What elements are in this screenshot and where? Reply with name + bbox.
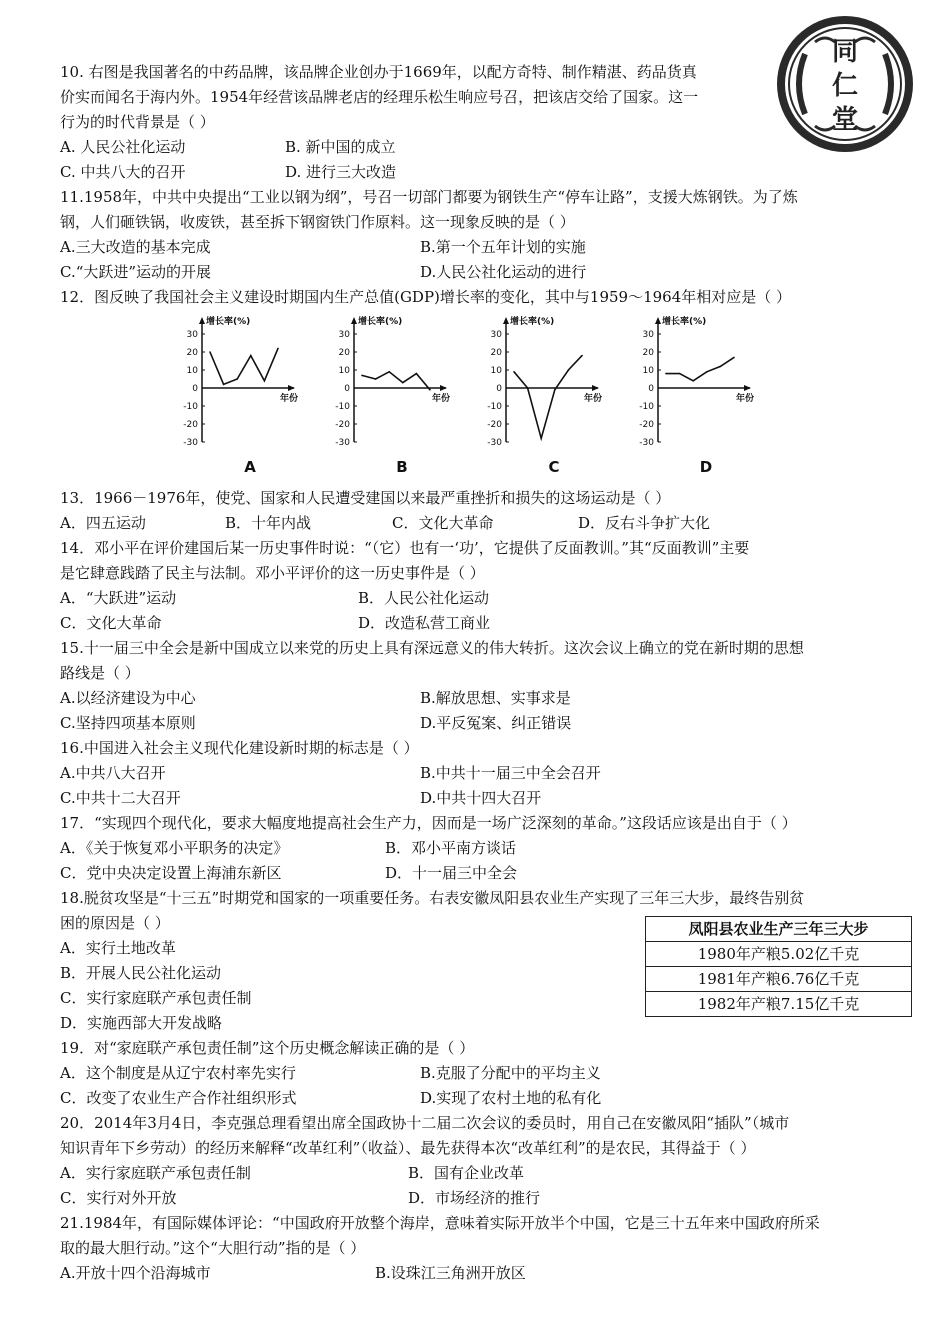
chart-xlabel: 年份 — [280, 394, 299, 404]
chart-point — [540, 438, 542, 440]
gdp-growth-charts — [170, 312, 770, 480]
chart-tick-label: -10 — [639, 402, 654, 412]
question-10-stem-line-1: 10. 右图是我国著名的中药品牌，该品牌企业创办于1669年，以配方奇特、制作精湛、药品货真 — [60, 63, 697, 81]
y-axis-arrow-icon — [503, 317, 509, 324]
chart-point — [375, 378, 377, 380]
question-17-option-c[interactable]: C．党中央决定设置上海浦东新区 — [60, 864, 282, 882]
tongrentang-logo — [775, 14, 915, 154]
chart-tick-label: -10 — [183, 402, 198, 412]
question-14-option-c[interactable]: C．文化大革命 — [60, 614, 162, 632]
question-17-option-b[interactable]: B．邓小平南方谈话 — [385, 839, 517, 857]
x-axis-arrow-icon — [440, 385, 447, 391]
question-19-option-b[interactable]: B.克服了分配中的平均主义 — [420, 1064, 601, 1082]
chart-tick-label: -30 — [335, 438, 350, 448]
question-19-stem: 19．对“家庭联产承包责任制”这个历史概念解读正确的是（ ） — [60, 1039, 475, 1057]
chart-point — [236, 378, 238, 380]
chart-point — [264, 380, 266, 382]
chart-tick-label: 0 — [344, 384, 350, 394]
chart-point — [250, 355, 252, 357]
chart-option-label: D — [699, 458, 713, 476]
chart-point — [223, 384, 225, 386]
chart-option-label: C — [548, 458, 560, 476]
x-axis-arrow-icon — [288, 385, 295, 391]
question-11-option-b[interactable]: B.第一个五年计划的实施 — [420, 238, 586, 256]
chart-tick-label: -20 — [487, 420, 502, 430]
chart-tick-label: 30 — [490, 330, 502, 340]
y-axis-arrow-icon — [199, 317, 205, 324]
chart-tick-label: 20 — [490, 348, 502, 358]
chart-tick-label: 10 — [642, 366, 654, 376]
chart-point — [720, 366, 722, 368]
chart-point — [416, 373, 418, 375]
table-row: 1982年产粮7.15亿千克 — [646, 992, 912, 1017]
chart-series-line — [210, 348, 278, 384]
chart-series-line — [666, 357, 734, 380]
chart-point — [388, 371, 390, 373]
chart-tick-label: 10 — [186, 366, 198, 376]
chart-tick-label: -20 — [183, 420, 198, 430]
chart-ylabel: 增长率(%) — [358, 317, 403, 327]
chart-option-label: B — [396, 458, 408, 476]
question-20-option-c[interactable]: C．实行对外开放 — [60, 1189, 177, 1207]
chart-tick-label: -10 — [335, 402, 350, 412]
table-row: 1981年产粮6.76亿千克 — [646, 967, 912, 992]
question-13-option-d[interactable]: D．反右斗争扩大化 — [578, 514, 711, 532]
chart-point — [679, 373, 681, 375]
chart-tick-label: 0 — [496, 384, 502, 394]
question-12-stem: 12．图反映了我国社会主义建设时期国内生产总值(GDP)增长率的变化，其中与1959～1964年相对应是（ ） — [60, 288, 792, 306]
question-21-stem-line-1: 21.1984年，有国际媒体评论：“中国政府开放整个海岸，意味着实际开放半个中国，它是三十五年来中国政府所采 — [60, 1214, 820, 1232]
chart-ylabel: 增长率(%) — [662, 317, 707, 327]
question-15-stem-line-2: 路线是（ ） — [60, 664, 140, 682]
chart-option-label: A — [244, 458, 256, 476]
question-13-stem: 13．1966－1976年，使党、国家和人民遭受建国以来最严重挫折和损失的这场运动是（ ） — [60, 489, 671, 507]
question-16-stem: 16.中国进入社会主义现代化建设新时期的标志是（ ） — [60, 739, 419, 757]
fengyang-grain-table — [645, 916, 912, 1017]
logo-char-2: 仁 — [831, 71, 859, 101]
chart-xlabel: 年份 — [432, 394, 451, 404]
question-14-option-d[interactable]: D．改造私营工商业 — [358, 614, 491, 632]
chart-tick-label: -30 — [487, 438, 502, 448]
chart-tick-label: 10 — [490, 366, 502, 376]
question-14-stem-line-1: 14．邓小平在评价建国后某一历史事件时说：“（它）也有一‘功’，它提供了反面教训。”其“反面教训”主要 — [60, 539, 750, 557]
chart-point — [568, 369, 570, 371]
question-18-stem-line-2: 困的原因是（ ） — [60, 914, 170, 932]
question-16-option-b[interactable]: B.中共十一届三中全会召开 — [420, 764, 601, 782]
chart-point — [209, 351, 211, 353]
question-21-option-b[interactable]: B.设珠江三角洲开放区 — [375, 1264, 526, 1282]
x-axis-arrow-icon — [592, 385, 599, 391]
question-21-stem-line-2: 取的最大胆行动。”这个“大胆行动”指的是（ ） — [60, 1239, 366, 1257]
question-18-option-c[interactable]: C．实行家庭联产承包责任制 — [60, 989, 252, 1007]
question-11-option-c[interactable]: C.“大跃进”运动的开展 — [60, 263, 212, 281]
question-19-option-c[interactable]: C．改变了农业生产合作社组织形式 — [60, 1089, 297, 1107]
question-18-option-a[interactable]: A．实行土地改革 — [60, 939, 176, 957]
table-row: 1980年产粮5.02亿千克 — [646, 942, 912, 967]
logo-char-1: 同 — [831, 37, 859, 67]
question-10-stem-line-2: 价实而闻名于海内外。1954年经营该品牌老店的经理乐松生响应号召，把该店交给了国家。这一 — [60, 88, 699, 106]
question-20-stem-line-2: 知识青年下乡劳动）的经历来解释“改革红利”（收益）、最先获得本次“改革红利”的是农民，其得益于（ ） — [60, 1139, 756, 1157]
chart-tick-label: -30 — [639, 438, 654, 448]
chart-tick-label: -10 — [487, 402, 502, 412]
chart-tick-label: 20 — [338, 348, 350, 358]
question-13-option-c[interactable]: C．文化大革命 — [392, 514, 494, 532]
chart-tick-label: 30 — [186, 330, 198, 340]
chart-xlabel: 年份 — [736, 394, 755, 404]
question-19-option-d[interactable]: D.实现了农村土地的私有化 — [420, 1089, 602, 1107]
question-15-option-c[interactable]: C.坚持四项基本原则 — [60, 714, 196, 732]
chart-point — [706, 371, 708, 373]
question-11-stem-line-1: 11.1958年，中共中央提出“工业以钢为纲”，号召一切部门都要为钢铁生产“停车让路”，支援大炼钢铁。为了炼 — [60, 188, 798, 206]
chart-tick-label: -30 — [183, 438, 198, 448]
question-11-option-a[interactable]: A.三大改造的基本完成 — [60, 238, 211, 256]
question-15-option-d[interactable]: D.平反冤案、纠正错误 — [420, 714, 572, 732]
chart-tick-label: 10 — [338, 366, 350, 376]
y-axis-arrow-icon — [655, 317, 661, 324]
chart-tick-label: 30 — [642, 330, 654, 340]
question-21-option-a[interactable]: A.开放十四个沿海城市 — [60, 1264, 211, 1282]
question-18-option-d[interactable]: D．实施西部大开发战略 — [60, 1014, 223, 1032]
question-16-option-d[interactable]: D.中共十四大召开 — [420, 789, 542, 807]
question-14-stem-line-2: 是它肆意践踏了民主与法制。邓小平评价的这一历史事件是（ ） — [60, 564, 485, 582]
question-20-option-b[interactable]: B．国有企业改革 — [408, 1164, 525, 1182]
chart-ylabel: 增长率(%) — [206, 317, 251, 327]
question-16-option-c[interactable]: C.中共十二大召开 — [60, 789, 181, 807]
chart-point — [554, 389, 556, 391]
chart-tick-label: -20 — [639, 420, 654, 430]
chart-series-line — [514, 356, 582, 439]
question-18-option-b[interactable]: B．开展人民公社化运动 — [60, 964, 222, 982]
chart-tick-label: -20 — [335, 420, 350, 430]
question-10-option-c[interactable]: C. 中共八大的召开 — [60, 163, 186, 181]
logo-char-3: 堂 — [831, 105, 859, 135]
question-10-option-b[interactable]: B. 新中国的成立 — [285, 138, 396, 156]
question-17-option-d[interactable]: D．十一届三中全会 — [385, 864, 518, 882]
chart-point — [581, 355, 583, 357]
question-14-option-b[interactable]: B．人民公社化运动 — [358, 589, 490, 607]
question-10-option-d[interactable]: D. 进行三大改造 — [285, 163, 397, 181]
question-16-option-a[interactable]: A.中共八大召开 — [60, 764, 166, 782]
x-axis-arrow-icon — [744, 385, 751, 391]
chart-tick-label: 20 — [186, 348, 198, 358]
question-11-option-d[interactable]: D.人民公社化运动的进行 — [420, 263, 587, 281]
chart-point — [361, 375, 363, 377]
chart-point — [513, 371, 515, 373]
chart-tick-label: 20 — [642, 348, 654, 358]
chart-point — [692, 380, 694, 382]
question-13-option-a[interactable]: A．四五运动 — [60, 514, 146, 532]
chart-xlabel: 年份 — [584, 394, 603, 404]
question-19-option-a[interactable]: A．这个制度是从辽宁农村率先实行 — [60, 1064, 296, 1082]
question-14-option-a[interactable]: A．“大跃进”运动 — [60, 589, 177, 607]
question-15-stem-line-1: 15.十一届三中全会是新中国成立以来党的历史上具有深远意义的伟大转折。这次会议上确立的党在新时期的思想 — [60, 639, 804, 657]
question-20-option-a[interactable]: A．实行家庭联产承包责任制 — [60, 1164, 251, 1182]
question-13-option-b[interactable]: B．十年内战 — [225, 514, 312, 532]
question-18-stem-line-1: 18.脱贫攻坚是“十三五”时期党和国家的一项重要任务。右表安徽凤阳县农业生产实现了三年三大步，最终告别贫 — [60, 889, 805, 907]
table-title: 凤阳县农业生产三年三大步 — [646, 917, 912, 942]
chart-tick-label: 0 — [192, 384, 198, 394]
question-10-stem-line-3: 行为的时代背景是（ ） — [60, 113, 215, 131]
chart-point — [733, 357, 735, 359]
question-20-option-d[interactable]: D．市场经济的推行 — [408, 1189, 541, 1207]
question-20-stem-line-1: 20．2014年3月4日，李克强总理看望出席全国政协十二届二次会议的委员时，用自己在安徽凤阳“插队”（城市 — [60, 1114, 790, 1132]
chart-tick-label: 30 — [338, 330, 350, 340]
chart-point — [527, 387, 529, 389]
chart-series-line — [362, 372, 430, 390]
question-17-stem: 17．“实现四个现代化，要求大幅度地提高社会生产力，因而是一场广泛深刻的革命。”这段话应该是出自于（ ） — [60, 814, 797, 832]
chart-tick-label: 0 — [648, 384, 654, 394]
chart-point — [665, 373, 667, 375]
y-axis-arrow-icon — [351, 317, 357, 324]
chart-point — [402, 382, 404, 384]
question-17-option-a[interactable]: A．《关于恢复邓小平职务的决定》 — [60, 839, 289, 857]
question-15-option-b[interactable]: B.解放思想、实事求是 — [420, 689, 571, 707]
question-10-option-a[interactable]: A. 人民公社化运动 — [60, 138, 186, 156]
question-11-stem-line-2: 钢，人们砸铁锅，收废铁，甚至拆下钢窗铁门作原料。这一现象反映的是（ ） — [60, 213, 575, 231]
chart-ylabel: 增长率(%) — [510, 317, 555, 327]
chart-point — [429, 389, 431, 391]
chart-point — [277, 348, 279, 350]
question-15-option-a[interactable]: A.以经济建设为中心 — [60, 689, 196, 707]
